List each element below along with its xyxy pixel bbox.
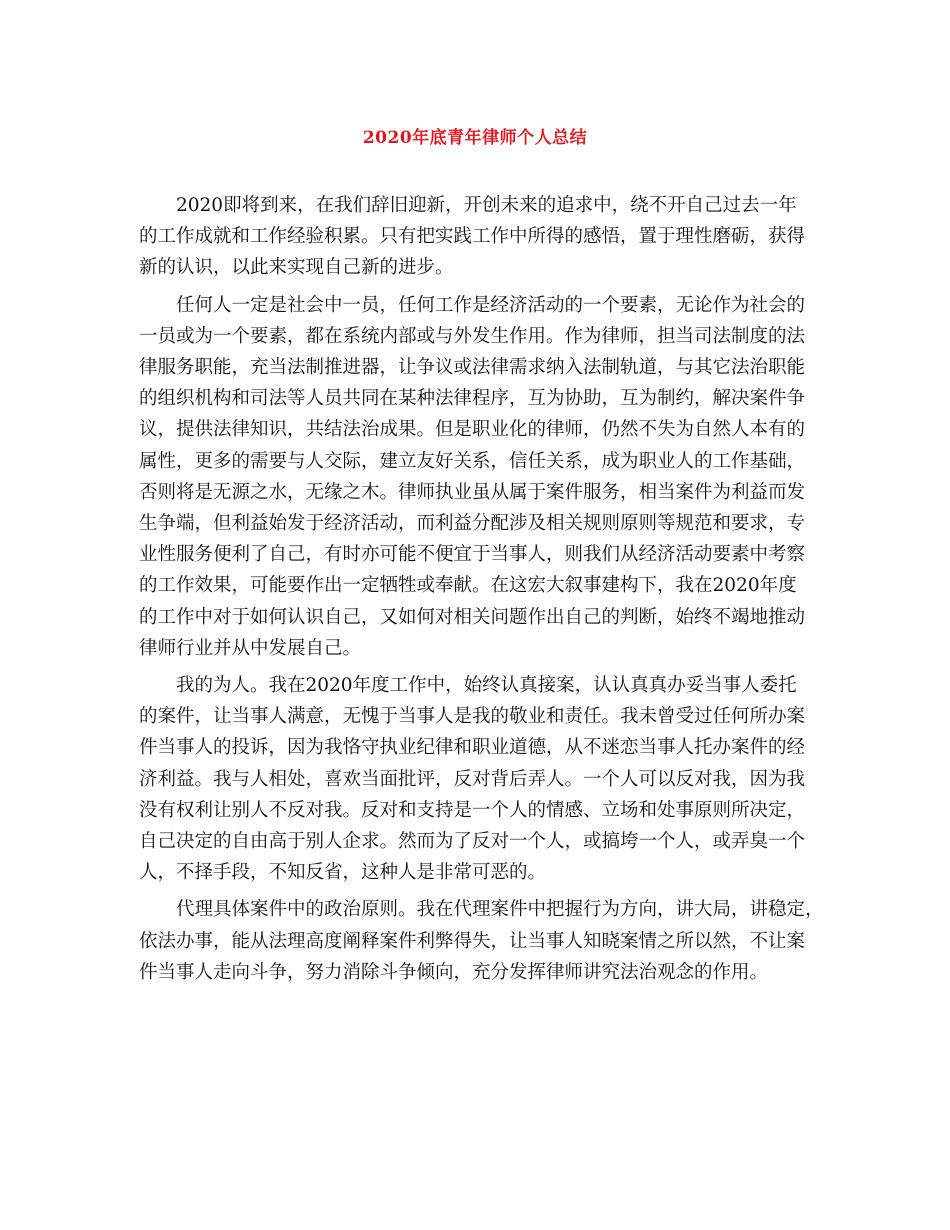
text-line: 属性，更多的需要与人交际，建立友好关系，信任关系，成为职业人的工作基础， [139,450,806,472]
text-line: 自己决定的自由高于别人企求。然而为了反对一个人，或搞垮一个人，或弄臭一个 [139,831,806,853]
text-line: 济利益。我与人相处，喜欢当面批评，反对背后弄人。一个人可以反对我，因为我 [139,768,806,790]
text-line: 新的认识，以此来实现自己新的进步。 [139,257,454,279]
text-line: 的工作成就和工作经验积累。只有把实践工作中所得的感悟，置于理性磨砺，获得 [139,226,806,248]
text-line: 否则将是无源之水，无缘之木。律师执业虽从属于案件服务，相当案件为利益而发 [139,481,806,503]
paragraph-4 [139,894,839,988]
text-line: 没有权利让别人不反对我。反对和支持是一个人的情感、立场和处事原则所决定， [139,799,806,821]
text-line: 任何人一定是社会中一员，任何工作是经济活动的一个要素，无论作为社会的 [176,294,806,316]
text-line: 件当事人的投诉，因为我恪守执业纪律和职业道德，从不迷恋当事人托办案件的经 [139,737,806,759]
paragraph-3 [139,670,839,888]
text-line: 的案件，让当事人满意，无愧于当事人是我的敬业和责任。我未曾受过任何所办案 [139,706,806,728]
paragraph-2 [139,290,839,664]
text-line: 的工作效果，可能要作出一定牺牲或奉献。在这宏大叙事建构下，我在2020年度 [139,575,797,597]
paragraph-1 [139,190,839,284]
text-line: 件当事人走向斗争，努力消除斗争倾向，充分发挥律师讲究法治观念的作用。 [139,961,769,983]
text-line: 2020即将到来，在我们辞旧迎新，开创未来的追求中，绕不开自己过去一年 [176,195,797,216]
text-line: 业性服务便利了自己，有时亦可能不便宜于当事人，则我们从经济活动要素中考察 [139,544,806,566]
text-line: 人，不择手段，不知反省，这种人是非常可恶的。 [139,862,547,884]
text-line: 依法办事，能从法理高度阐释案件利弊得失，让当事人知晓案情之所以然，不让案 [139,930,806,952]
text-line: 的组织机构和司法等人员共同在某种法律程序，互为协助，互为制约，解决案件争 [139,388,806,410]
text-line: 律服务职能，充当法制推进器，让争议或法律需求纳入法制轨道，与其它法治职能 [139,357,806,379]
text-line: 的工作中对于如何认识自己，又如何对相关问题作出自己的判断，始终不竭地推动 [139,606,806,628]
text-line: 代理具体案件中的政治原则。我在代理案件中把握行为方向，讲大局，讲稳定， [176,899,824,921]
document-title: 2020年底青年律师个人总结 [362,128,588,148]
document-body [139,190,839,994]
text-line: 生争端，但利益始发于经济活动，而利益分配涉及相关规则原则等规范和要求，专 [139,513,806,535]
text-line: 我的为人。我在2020年度工作中，始终认真接案，认认真真办妥当事人委托 [176,675,797,697]
text-line: 议，提供法律知识，共结法治成果。但是职业化的律师，仍然不失为自然人本有的 [139,419,806,441]
text-line: 一员或为一个要素，都在系统内部或与外发生作用。作为律师，担当司法制度的法 [139,325,806,347]
text-line: 律师行业并从中发展自己。 [139,637,362,659]
